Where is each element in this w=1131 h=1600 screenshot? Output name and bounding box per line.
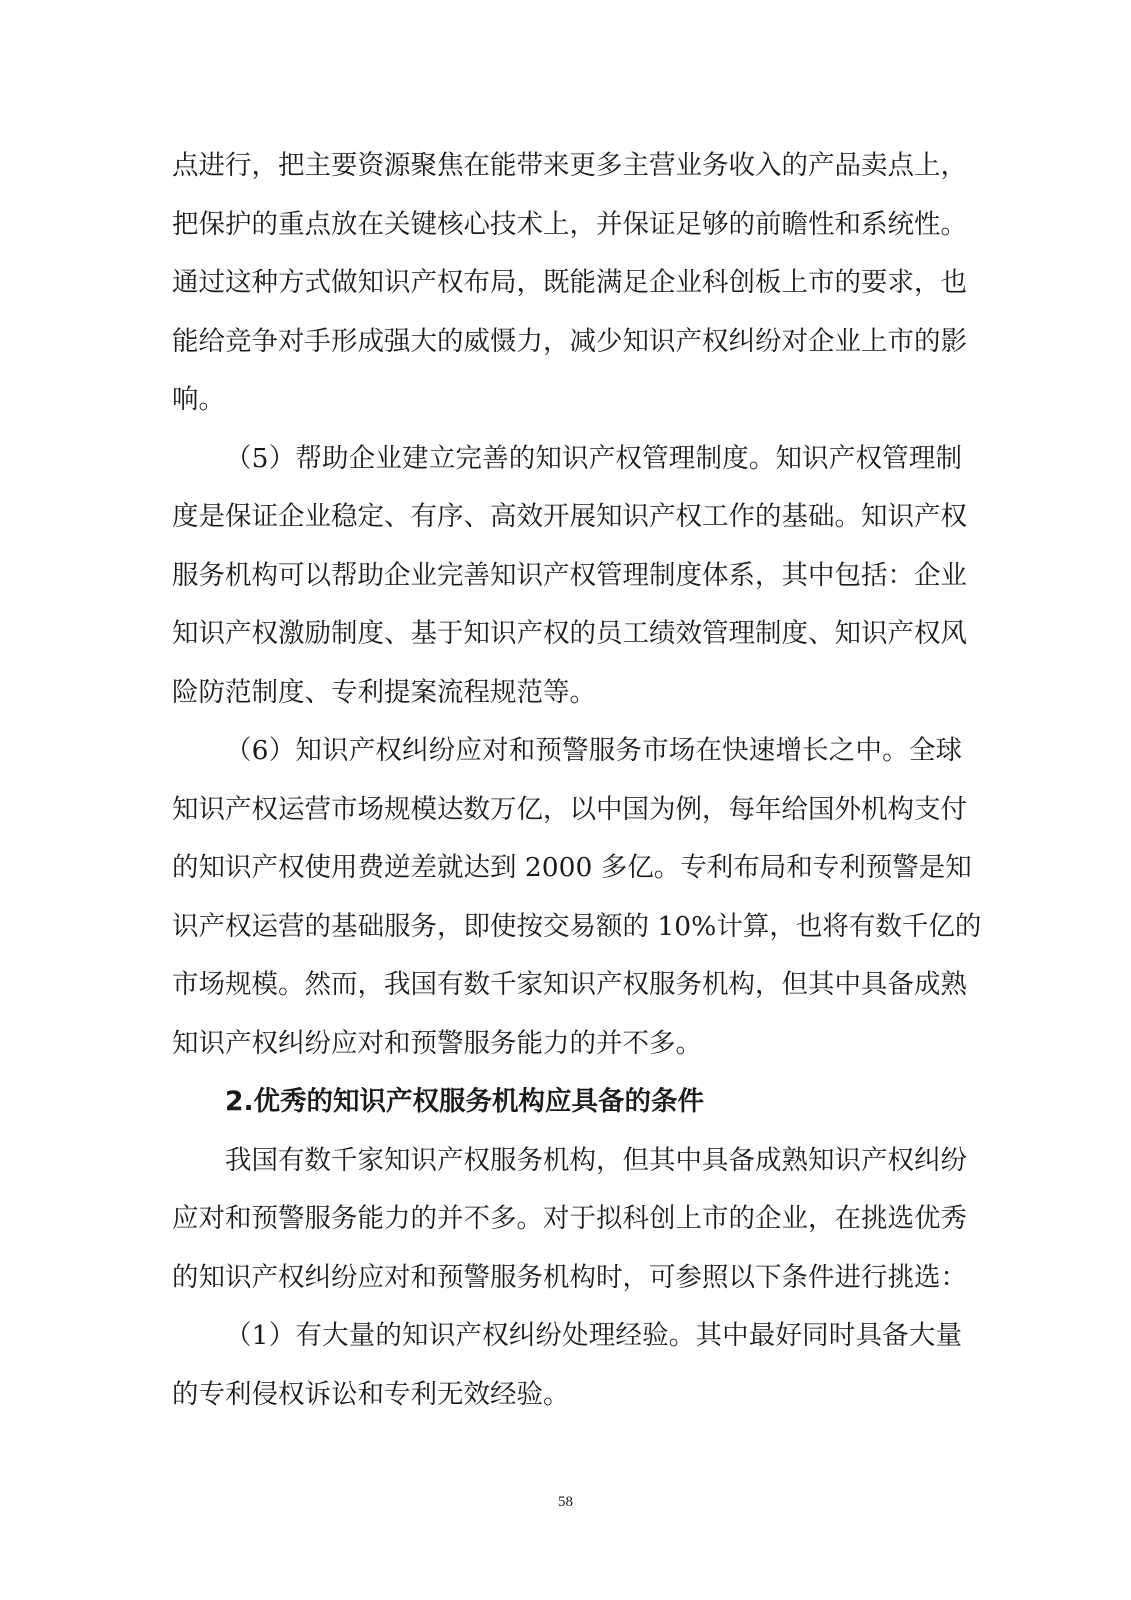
- text-line: 的知识产权使用费逆差就达到 2000 多亿。专利布局和专利预警是知: [172, 852, 972, 883]
- paragraph-item-6: [172, 722, 982, 1073]
- paragraph-continuation: [172, 137, 967, 430]
- text-line: 应对和预警服务能力的并不多。对于拟科创上市的企业，在挑选优秀: [172, 1203, 967, 1234]
- text-line: 知识产权激励制度、基于知识产权的员工绩效管理制度、知识产权风: [172, 618, 967, 649]
- text-line: 服务机构可以帮助企业完善知识产权管理制度体系，其中包括：企业: [172, 559, 967, 591]
- text-line: （5）帮助企业建立完善的知识产权管理制度。知识产权管理制: [225, 442, 962, 474]
- text-line: （6）知识产权纠纷应对和预警服务市场在快速增长之中。全球: [225, 735, 962, 766]
- text-line: 识产权运营的基础服务，即使按交易额的 10%计算，也将有数千亿的: [172, 910, 982, 942]
- page-body: [172, 137, 982, 1424]
- text-line: 把保护的重点放在关键核心技术上，并保证足够的前瞻性和系统性。: [172, 208, 967, 240]
- text-line: 险防范制度、专利提案流程规范等。: [172, 676, 596, 708]
- section-intro-paragraph: [172, 1132, 967, 1308]
- paragraph-item-5: [172, 430, 967, 723]
- text-line: （1）有大量的知识产权纠纷处理经验。其中最好同时具备大量: [225, 1320, 962, 1351]
- text-line: 通过这种方式做知识产权布局，既能满足企业科创板上市的要求，也: [172, 267, 967, 298]
- section-heading: 2.优秀的知识产权服务机构应具备的条件: [225, 1086, 705, 1117]
- text-line: 的知识产权纠纷应对和预警服务机构时，可参照以下条件进行挑选：: [172, 1261, 967, 1293]
- text-line: 市场规模。然而，我国有数千家知识产权服务机构，但其中具备成熟: [172, 969, 967, 1000]
- text-line: 知识产权运营市场规模达数万亿，以中国为例，每年给国外机构支付: [172, 793, 967, 825]
- condition-item-1: [172, 1307, 962, 1424]
- text-line: 响。: [172, 384, 225, 415]
- text-line: 点进行，把主要资源聚焦在能带来更多主营业务收入的产品卖点上，: [172, 150, 967, 181]
- text-line: 能给竞争对手形成强大的威慑力，减少知识产权纠纷对企业上市的影: [172, 325, 967, 357]
- page-number: 58: [558, 1494, 573, 1510]
- text-line: 我国有数千家知识产权服务机构，但其中具备成熟知识产权纠纷: [225, 1144, 967, 1176]
- text-line: 知识产权纠纷应对和预警服务能力的并不多。: [172, 1027, 702, 1059]
- text-line: 度是保证企业稳定、有序、高效开展知识产权工作的基础。知识产权: [172, 501, 967, 532]
- text-line: 的专利侵权诉讼和专利无效经验。: [172, 1378, 570, 1410]
